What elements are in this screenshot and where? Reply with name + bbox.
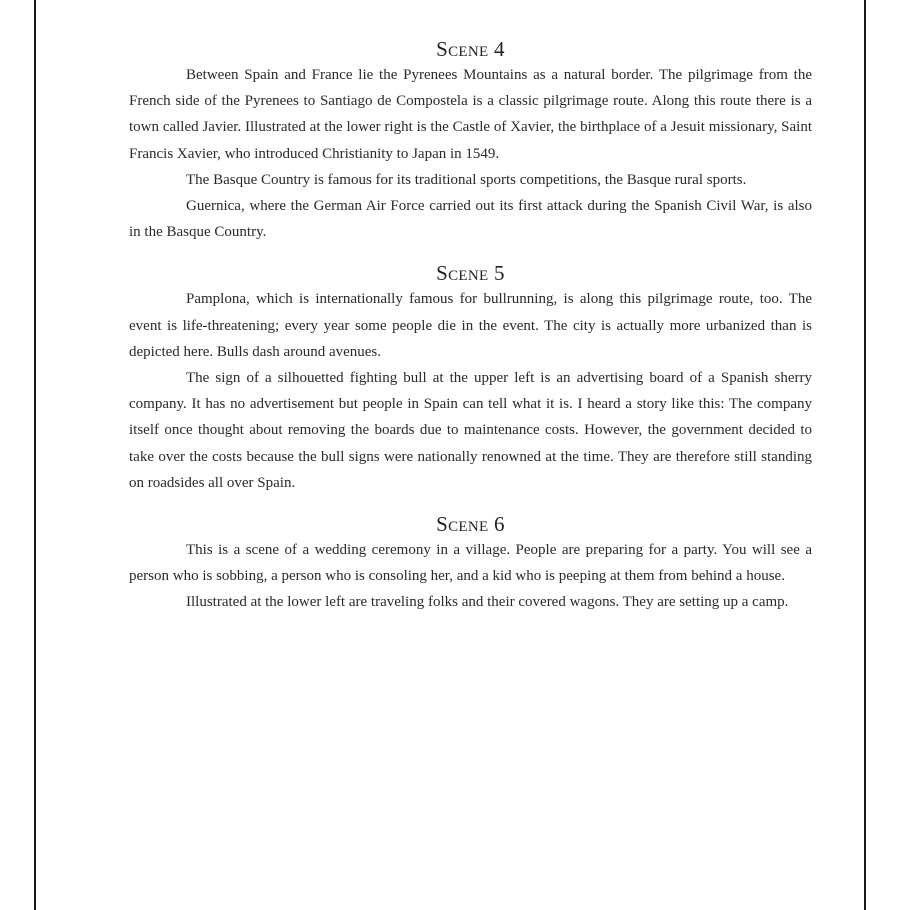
scene-4-section xyxy=(129,36,812,245)
scene-5-paragraph-2: The sign of a silhouetted fighting bull at the upper left is an advertising board of a Spanish sherry company. It has no advertisement but people in Spain can tell what it is. I heard a story like this: The company itself once thought about removing the boards due to maintenance costs. However, the government decided to take over the costs because the bull signs were nationally renowned at the time. They are therefore still standing on roadsides all over Spain. xyxy=(129,370,812,491)
page xyxy=(34,0,866,910)
scene-5-paragraph-1: Pamplona, which is internationally famous for bullrunning, is along this pilgrimage route, too. The event is life-threatening; every year some people die in the event. The city is actually more urbanized than is depicted here. Bulls dash around avenues. xyxy=(129,291,812,360)
scene-4-paragraph-1: Between Spain and France lie the Pyrenees Mountains as a natural border. The pilgrimage from the French side of the Pyrenees to Santiago de Compostela is a classic pilgrimage route. Along this route there is a town called Javier. Illustrated at the lower right is the Castle of Xavier, the birthplace of a Jesuit missionary, Saint Francis Xavier, who introduced Christianity to Japan in 1549. xyxy=(129,67,812,162)
document-body xyxy=(129,36,812,616)
scene-6-paragraph-2: Illustrated at the lower left are traveling folks and their covered wagons. They are setting up a camp. xyxy=(186,594,789,611)
scene-5-title: Scene 5 xyxy=(436,261,505,286)
section-spacer xyxy=(129,245,812,260)
scene-5-section xyxy=(129,260,812,496)
scene-6-paragraph-1: This is a scene of a wedding ceremony in a village. People are preparing for a party. You will see a person who is sobbing, a person who is consoling her, and a kid who is peeping at them from behind a house. xyxy=(129,542,812,585)
scene-4-paragraph-2: The Basque Country is famous for its traditional sports competitions, the Basque rural sports. xyxy=(186,171,747,188)
section-spacer xyxy=(129,496,812,511)
scene-4-paragraph-3: Guernica, where the German Air Force carried out its first attack during the Spanish Civil War, is also in the Basque Country. xyxy=(129,198,812,241)
scene-6-title: Scene 6 xyxy=(436,512,505,537)
scene-6-section xyxy=(129,511,812,616)
scene-4-title: Scene 4 xyxy=(436,37,505,61)
